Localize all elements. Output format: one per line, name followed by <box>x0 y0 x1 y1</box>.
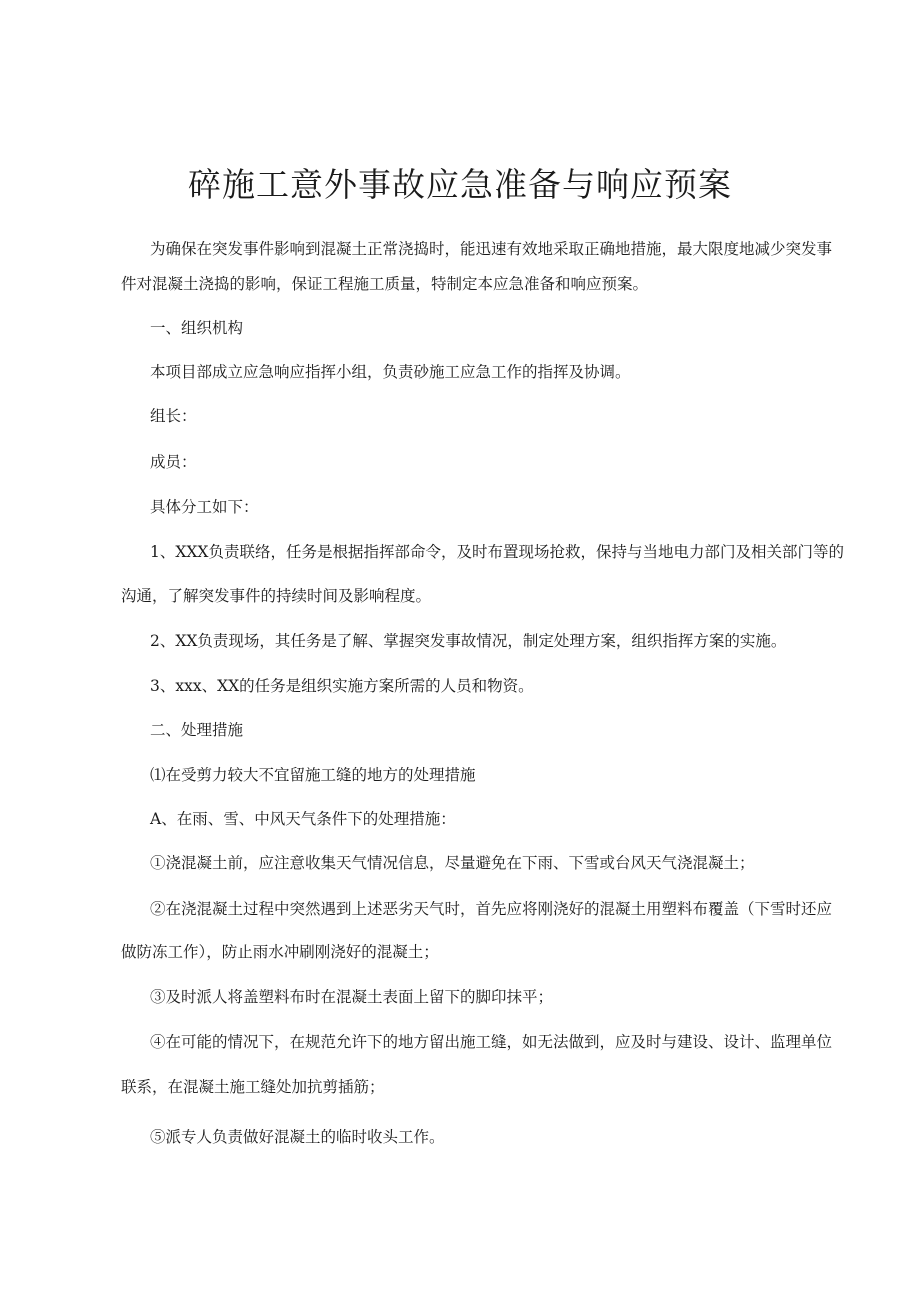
measures-subheading-a: A、在雨、雪、中风天气条件下的处理措施： <box>150 810 456 828</box>
measure-item-4-line-1: ④在可能的情况下，在规范允许下的地方留出施工缝，如无法做到，应及时与建设、设计、监理单位 <box>150 1033 833 1051</box>
measures-subheading-1: ⑴在受剪力较大不宜留施工缝的地方的处理措施 <box>150 766 476 784</box>
duty-item-1-line-1: 1、XXX负责联络，任务是根据指挥部命令，及时布置现场抢救，保持与当地电力部门及相关部门等的 <box>150 543 844 561</box>
team-members-label: 成员： <box>150 453 197 471</box>
division-of-work-heading: 具体分工如下： <box>150 498 259 516</box>
section-heading-organization: 一、组织机构 <box>150 319 244 337</box>
duty-item-1-line-2: 沟通，了解突发事件的持续时间及影响程度。 <box>121 587 432 605</box>
document-title: 碎施工意外事故应急准备与响应预案 <box>188 165 732 204</box>
team-leader-label: 组长： <box>150 407 197 425</box>
measure-item-5: ⑤派专人负责做好混凝土的临时收头工作。 <box>150 1128 445 1146</box>
organization-paragraph: 本项目部成立应急响应指挥小组，负责砂施工应急工作的指挥及协调。 <box>150 363 631 381</box>
intro-paragraph-line-1: 为确保在突发事件影响到混凝土正常浇捣时，能迅速有效地采取正确地措施，最大限度地减少突发事 <box>150 240 833 258</box>
measure-item-4-line-2: 联系，在混凝土施工缝处加抗剪插筋； <box>121 1078 385 1096</box>
measure-item-2-line-1: ②在浇混凝土过程中突然遇到上述恶劣天气时，首先应将刚浇好的混凝土用塑料布覆盖（下雪时还应 <box>150 900 833 918</box>
intro-paragraph-line-2: 件对混凝土浇捣的影响，保证工程施工质量，特制定本应急准备和响应预案。 <box>121 275 649 293</box>
measure-item-2-line-2: 做防冻工作），防止雨水冲刷刚浇好的混凝土； <box>121 943 439 961</box>
section-heading-measures: 二、处理措施 <box>150 721 244 739</box>
duty-item-2: 2、XX负责现场，其任务是了解、掌握突发事故情况，制定处理方案，组织指挥方案的实施。 <box>150 632 787 650</box>
duty-item-3: 3、xxx、XX的任务是组织实施方案所需的人员和物资。 <box>150 677 534 695</box>
measure-item-3: ③及时派人将盖塑料布时在混凝土表面上留下的脚印抹平； <box>150 988 554 1006</box>
measure-item-1: ①浇混凝土前，应注意收集天气情况信息，尽量避免在下雨、下雪或台风天气浇混凝土； <box>150 854 755 872</box>
